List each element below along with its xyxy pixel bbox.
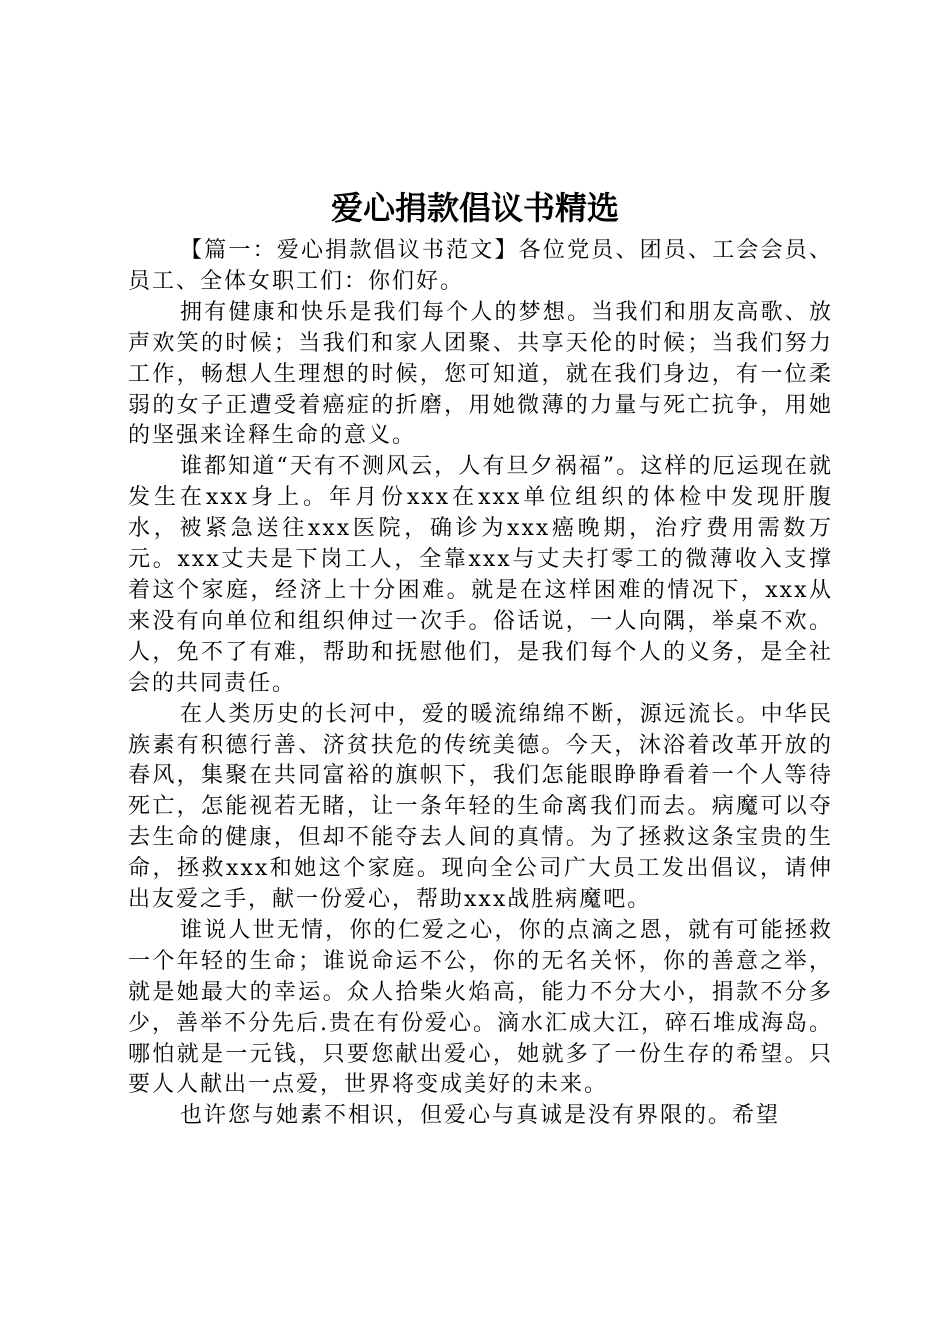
document-title: 爱心捐款倡议书精选 xyxy=(330,189,619,227)
paragraph-1: 【篇一：爱心捐款倡议书范文】各位党员、团员、工会会员、员工、全体女职工们：你们好。 xyxy=(128,238,833,294)
paragraph-2: 拥有健康和快乐是我们每个人的梦想。当我们和朋友高歌、放声欢笑的时候；当我们和家人团聚、共享天伦的时候；当我们努力工作，畅想人生理想的时候，您可知道，就在我们身边，有一位柔弱的女子正遭受着癌症的折磨，用她微薄的力量与死亡抗争，用她的坚强来诠释生命的意义。 xyxy=(128,299,833,449)
paragraph-6: 也许您与她素不相识，但爱心与真诚是没有界限的。希望 xyxy=(180,1103,781,1129)
paragraph-4: 在人类历史的长河中，爱的暖流绵绵不断，源远流长。中华民族素有积德行善、济贫扶危的传统美德。今天，沐浴着改革开放的春风，集聚在共同富裕的旗帜下，我们怎能眼睁睁看着一个人等待死亡，怎能视若无睹，让一条年轻的生命离我们而去。病魔可以夺去生命的健康，但却不能夺去人间的真情。为了拯救这条宝贵的生命，拯救xxx和她这个家庭。现向全公司广大员工发出倡议，请伸出友爱之手，献一份爱心，帮助xxx战胜病魔吧。 xyxy=(128,701,833,913)
paragraph-3: 谁都知道“天有不测风云，人有旦夕祸福”。这样的厄运现在就发生在xxx身上。年月份xxx在xxx单位组织的体检中发现肝腹水，被紧急送往xxx医院，确诊为xxx癌晚期，治疗费用需数万元。xxx丈夫是下岗工人，全靠xxx与丈夫打零工的微薄收入支撑着这个家庭，经济上十分困难。就是在这样困难的情况下，xxx从来没有向单位和组织伸过一次手。俗话说，一人向隅，举桌不欢。人，免不了有难，帮助和抚慰他们，是我们每个人的义务，是全社会的共同责任。 xyxy=(128,454,833,696)
paragraph-5: 谁说人世无情，你的仁爱之心，你的点滴之恩，就有可能拯救一个年轻的生命；谁说命运不公，你的无名关怀，你的善意之举，就是她最大的幸运。众人拾柴火焰高，能力不分大小，捐款不分多少，善举不分先后.贵在有份爱心。滴水汇成大江，碎石堆成海岛。哪怕就是一元钱，只要您献出爱心，她就多了一份生存的希望。只要人人献出一点爱，世界将变成美好的未来。 xyxy=(128,917,833,1098)
document-body xyxy=(128,236,833,1132)
